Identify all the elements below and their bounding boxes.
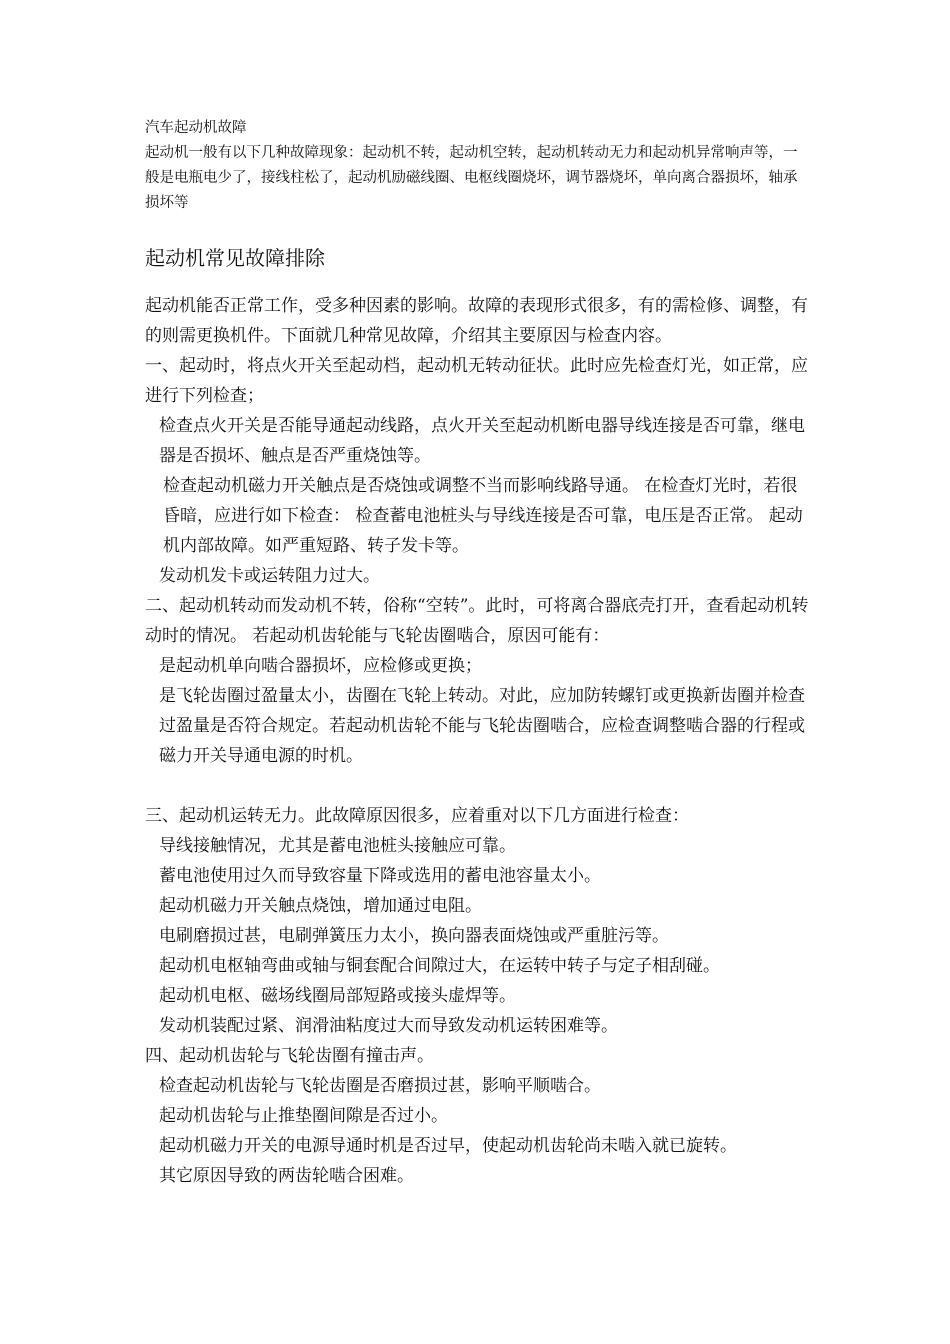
- fault1-check3: 发动机发卡或运转阻力过大。: [159, 566, 380, 586]
- fault3-item: 电刷磨损过甚，电刷弹簧压力太小，换向器表面烧蚀或严重脏污等。: [159, 926, 669, 946]
- main-body: [145, 291, 810, 1191]
- fault3-item: 起动机电枢、磁场线圈局部短路或接头虚焊等。: [159, 986, 516, 1006]
- fault2-title: 二、起动机转动而发动机不转，俗称“空转”。此时，可将离合器底壳打开，查看起动机转动时的情况。 若起动机齿轮能与飞轮齿圈啮合，原因可能有：: [145, 596, 809, 646]
- fault3-item: 起动机电枢轴弯曲或轴与铜套配合间隙过大，在运转中转子与定子相刮碰。: [159, 956, 720, 976]
- fault3-item: 起动机磁力开关触点烧蚀，增加通过电阻。: [159, 896, 482, 916]
- fault3-title: 三、起动机运转无力。此故障原因很多，应着重对以下几方面进行检查：: [145, 806, 689, 826]
- fault2-check2: 是飞轮齿圈过盈量太小，齿圈在飞轮上转动。对此，应加防转螺钉或更换新齿圈并检查过盈量是否符合规定。若起动机齿轮不能与飞轮齿圈啮合，应检查调整啮合器的行程或磁力开关导通电源的时机。: [159, 686, 805, 766]
- fault1-title: 一、起动时，将点火开关至起动档，起动机无转动征状。此时应先检查灯光，如正常，应进行下列检查；: [145, 356, 808, 406]
- fault3-item: 发动机装配过紧、润滑油粘度过大而导致发动机运转困难等。: [159, 1016, 618, 1036]
- doc-summary: 起动机一般有以下几种故障现象：起动机不转，起动机空转，起动机转动无力和起动机异常响声等，一般是电瓶电少了，接线柱松了，起动机励磁线圈、电枢线圈烧坏，调节器烧坏，单向离合器损坏，轴承损坏等: [145, 145, 798, 211]
- fault4-title: 四、起动机齿轮与飞轮齿圈有撞击声。: [145, 1046, 434, 1066]
- fault2-check1: 是起动机单向啮合器损坏，应检修或更换；: [159, 656, 482, 676]
- fault4-item: 起动机磁力开关的电源导通时机是否过早，使起动机齿轮尚未啮入就已旋转。: [159, 1136, 737, 1156]
- top-section: [145, 116, 810, 216]
- section-heading-block: [145, 243, 810, 273]
- fault3-item: 导线接触情况，尤其是蓄电池桩头接触应可靠。: [159, 836, 516, 856]
- fault4-item: 检查起动机齿轮与飞轮齿圈是否磨损过甚，影响平顺啮合。: [159, 1076, 601, 1096]
- doc-title: 汽车起动机故障: [145, 120, 247, 136]
- fault3-item: 蓄电池使用过久而导致容量下降或选用的蓄电池容量太小。: [159, 866, 601, 886]
- fault1-check1: 检查点火开关是否能导通起动线路，点火开关至起动机断电器导线连接是否可靠，继电器是否损坏、触点是否严重烧蚀等。: [159, 416, 805, 466]
- fault4-item: 其它原因导致的两齿轮啮合困难。: [159, 1166, 414, 1186]
- fault4-item: 起动机齿轮与止推垫圈间隙是否过小。: [159, 1106, 448, 1126]
- section-spacer: [145, 771, 810, 801]
- fault1-check2: 检查起动机磁力开关触点是否烧蚀或调整不当而影响线路导通。 在检查灯光时，若很昏暗，应进行如下检查： 检查蓄电池桩头与导线连接是否可靠，电压是否正常。 起动机内部故障。如严重短路、转子发卡等。: [163, 476, 803, 556]
- intro-paragraph: 起动机能否正常工作，受多种因素的影响。故障的表现形式很多，有的需检修、调整，有的则需更换机件。下面就几种常见故障，介绍其主要原因与检查内容。: [145, 296, 808, 346]
- section-heading: 起动机常见故障排除: [145, 246, 325, 270]
